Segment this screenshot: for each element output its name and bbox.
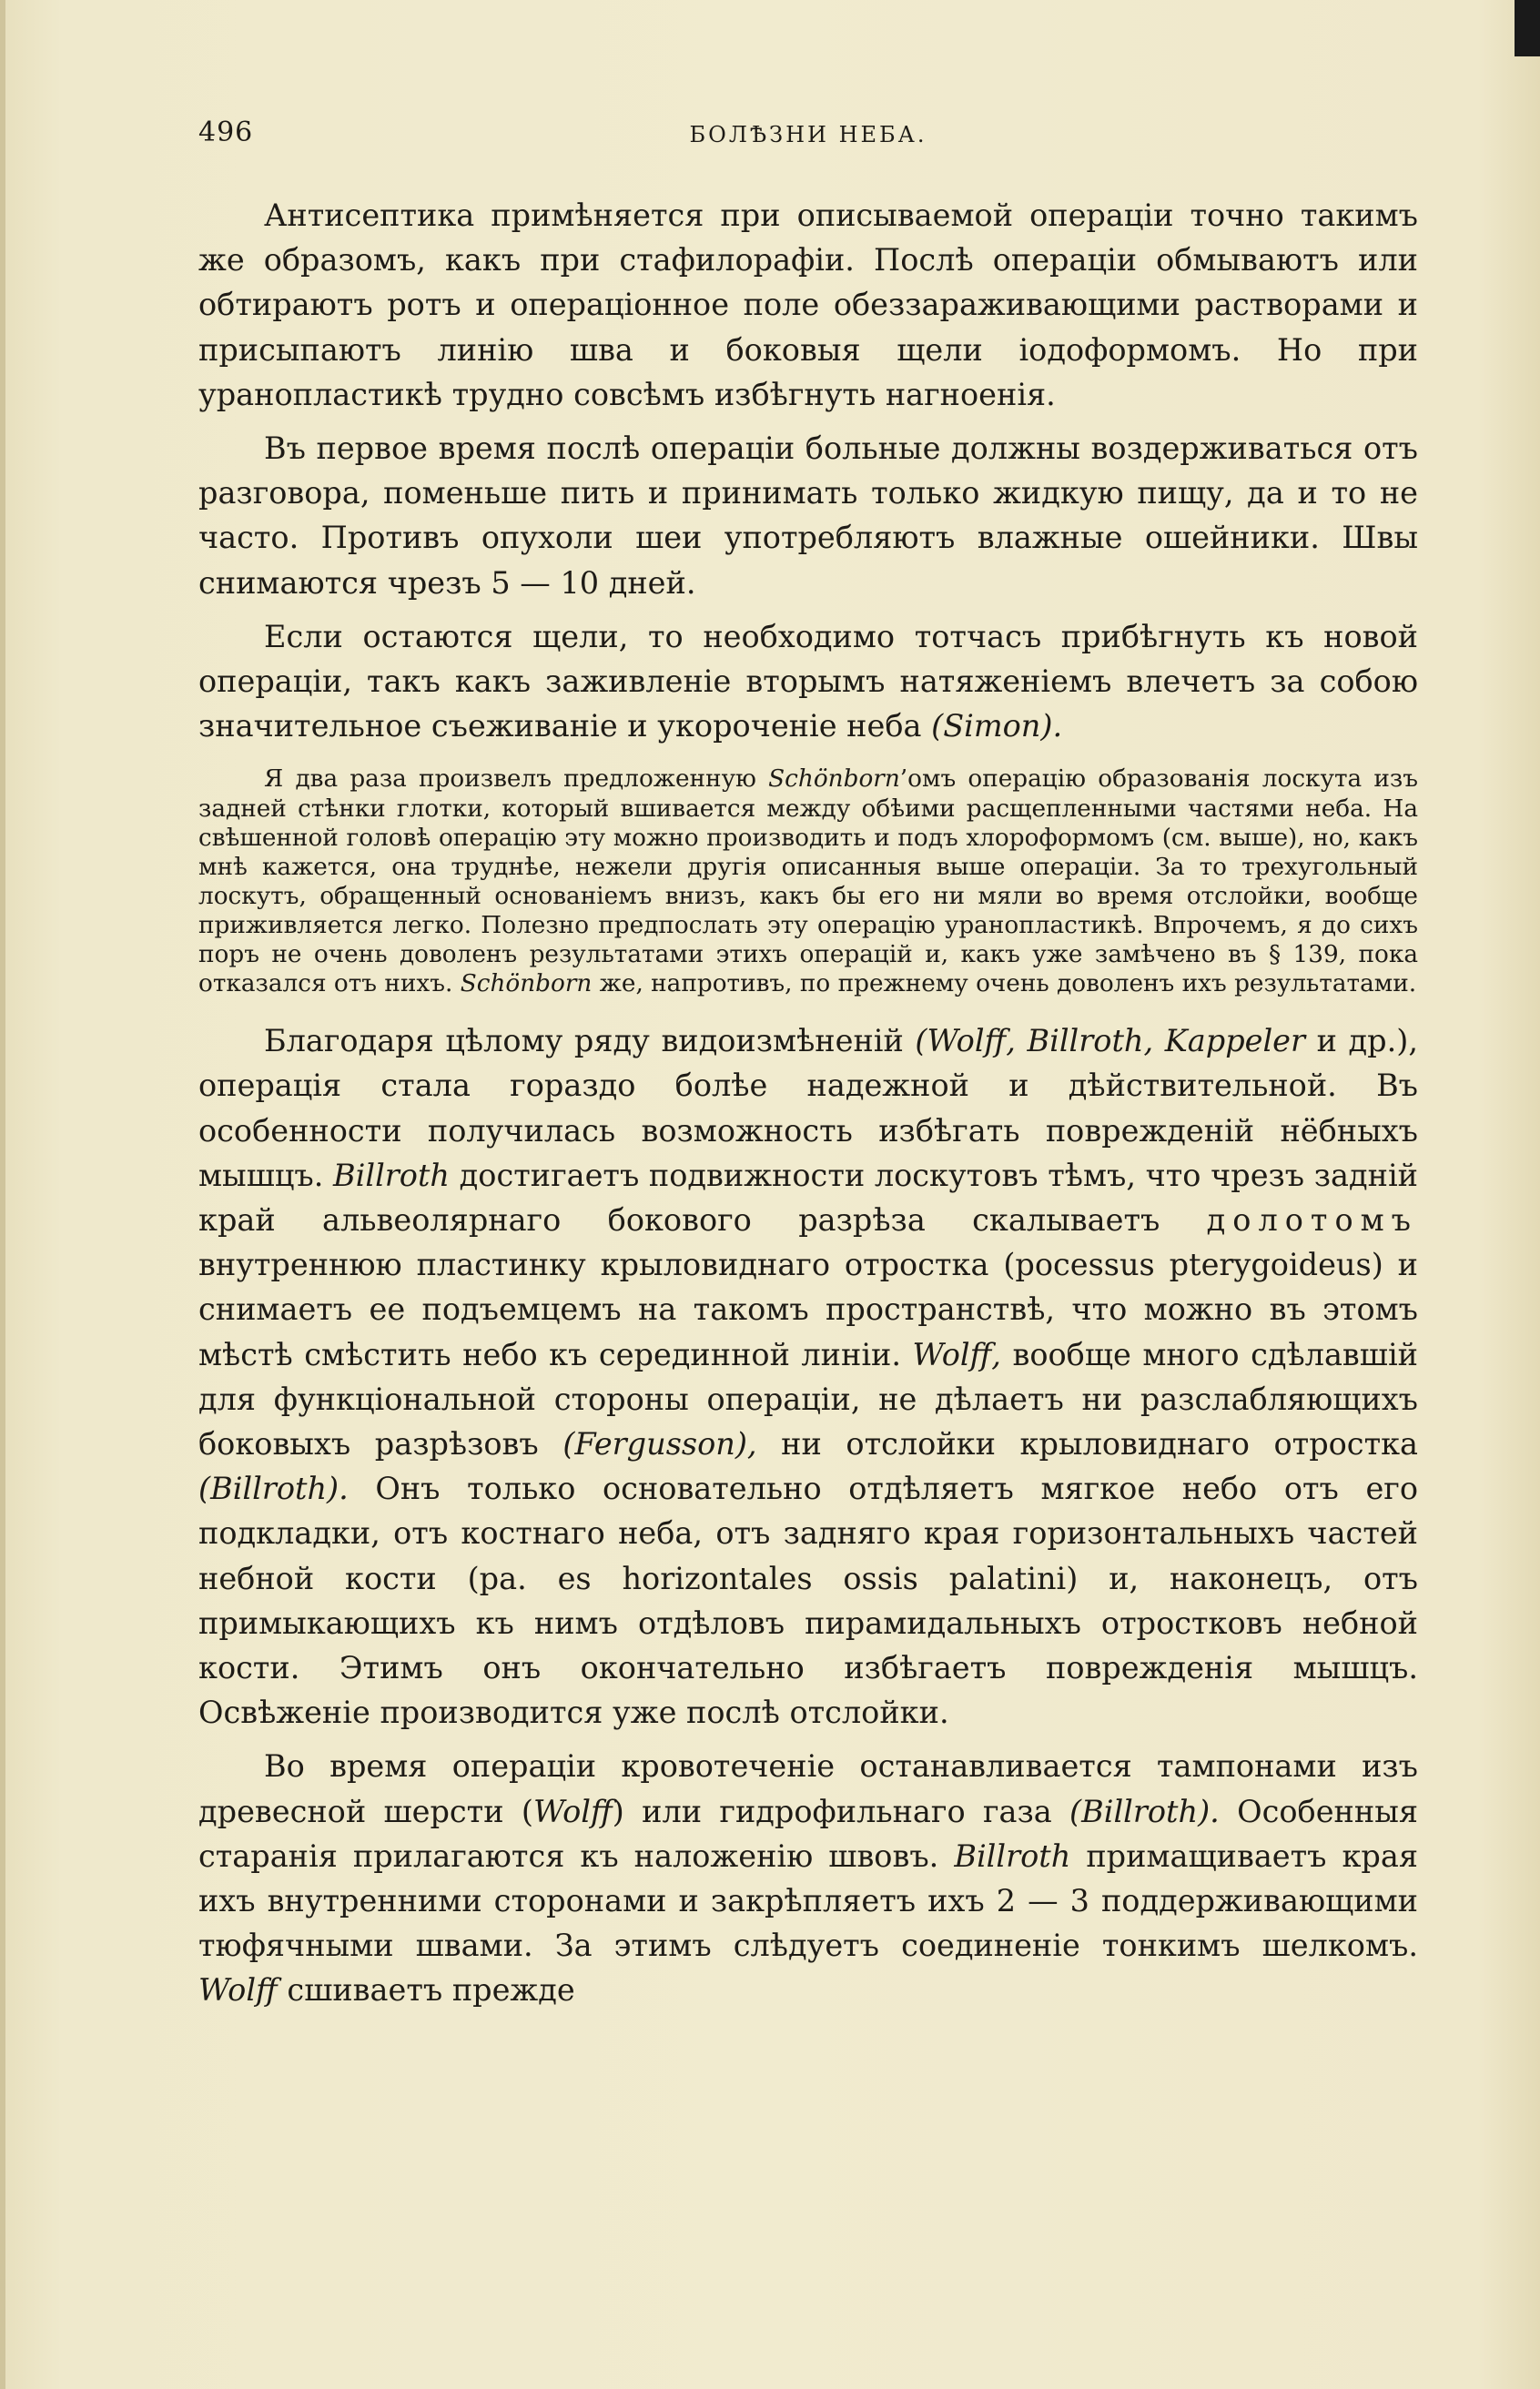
- italic-name: (Fergusson),: [562, 1426, 757, 1463]
- text-run: Благодаря цѣлому ряду видоизмѣненій: [264, 1023, 916, 1059]
- italic-name: Billroth: [333, 1157, 451, 1193]
- text-run: достигаетъ подвижности лоскутовъ тѣмъ, что чрезъ задній край альвеолярнаго бокового разрѣза скалываетъ: [198, 1157, 1419, 1238]
- running-title: БОЛѢЗНИ НЕБА.: [689, 122, 927, 147]
- page-header: [198, 116, 1418, 157]
- page-number: 496: [198, 116, 254, 148]
- italic-name: Schönborn: [768, 765, 900, 794]
- italic-name: Wolff: [532, 1793, 613, 1829]
- italic-name: Wolff: [198, 1972, 278, 2009]
- text-run: Я два раза произвелъ предложенную: [264, 765, 769, 794]
- italic-name: Schönborn: [460, 970, 593, 998]
- italic-name: Billroth: [954, 1837, 1071, 1874]
- text-run: примащиваетъ края ихъ внутренними сторонами и закрѣпляетъ ихъ 2 — 3 поддерживающими тюфячными швами. За этимъ слѣдуетъ соединеніе тонкимъ шелкомъ.: [198, 1837, 1418, 1964]
- spaced-emphasis: долотомъ: [1206, 1202, 1418, 1238]
- body-paragraph: [198, 426, 1418, 605]
- text-run: же, напротивъ, по прежнему очень доволенъ ихъ результатами.: [592, 970, 1417, 998]
- scan-corner-mark: [1515, 0, 1540, 56]
- text-run: ’омъ операцію образованія лоскута изъ задней стѣнки глотки, который вшивается между обѣими расщепленными частями неба. На свѣшенной головѣ операцію эту можно производить и подъ хлороформомъ (см. выше), но, какъ мнѣ кажется, она труднѣе, нежели другія описанныя выше операціи. За то трехугольный лоскутъ, обращенный основаніемъ внизъ, какъ бы его ни мяли во время отслойки, вообще приживляется легко. Полезно предпослать эту операцію уранопластикѣ. Впрочемъ, я до сихъ поръ не очень доволенъ результатами этихъ операцій и, какъ уже замѣчено въ § 139, пока отказался отъ нихъ.: [198, 765, 1418, 998]
- body-paragraph: [198, 614, 1418, 749]
- text-run: Въ первое время послѣ операціи больные должны воздерживаться отъ разговора, поменьше пить и принимать только жидкую пищу, да и то не часто. Противъ опухоли шеи употребляютъ влажные ошейники. Швы снимаются чрезъ 5 — 10 дней.: [198, 430, 1418, 601]
- body-text: [198, 193, 1418, 2013]
- text-run: и др.), операція стала гораздо болѣе надежной и дѣйствительной. Въ особенности получилась возможность избѣгать поврежденій нёбныхъ мышцъ.: [198, 1023, 1418, 1193]
- italic-name: Wolff,: [912, 1336, 1001, 1372]
- italic-name: (Billroth).: [1069, 1793, 1220, 1829]
- text-run: Антисептика примѣняется при описываемой операціи точно такимъ же образомъ, какъ при стафилорафіи. Послѣ операціи обмываютъ или обтираютъ ротъ и операціонное поле обеззараживающими растворами и присыпаютъ линію шва и боковыя щели іодоформомъ. Но при уранопластикѣ трудно совсѣмъ избѣгнуть нагноенія.: [198, 197, 1418, 412]
- footnote-paragraph: [198, 764, 1418, 998]
- text-run: ни отслойки крыловиднаго отростка: [756, 1426, 1419, 1463]
- text-run: Онъ только основательно отдѣляетъ мягкое небо отъ его подкладки, отъ костнаго неба, отъ задняго края горизонтальныхъ частей небной кости (pa. es horizontales ossis palatini) и, наконецъ, отъ примыкающихъ къ нимъ отдѣловъ пирамидальныхъ отростковъ небной кости. Этимъ онъ окончательно избѣгаетъ поврежденія мышцъ. Освѣженіе производится уже послѣ отслойки.: [198, 1471, 1418, 1731]
- italic-name: (Billroth).: [198, 1471, 349, 1507]
- italic-name: (Wolff, Billroth, Kappeler: [915, 1023, 1306, 1059]
- body-paragraph: [198, 1744, 1418, 2012]
- text-run: вообще много сдѣлавшій для функціональной стороны операціи, не дѣлаетъ ни разслабляющихъ боковыхъ разрѣзовъ: [198, 1336, 1418, 1463]
- text-run: Если остаются щели, то необходимо тотчасъ прибѣгнуть къ новой операціи, такъ какъ заживленіе вторымъ натяженіемъ влечетъ за собою значительное съеживаніе и укороченіе неба: [198, 618, 1418, 744]
- text-run: ) или гидрофильнаго газа: [612, 1793, 1070, 1829]
- body-paragraph: [198, 1018, 1418, 1735]
- page-edge: [0, 0, 5, 2389]
- text-run: Во время операціи кровотеченіе останавливается тампонами изъ древесной шерсти (: [198, 1748, 1418, 1829]
- text-run: Особенныя старанія прилагаются къ наложенію швовъ.: [198, 1793, 1419, 1874]
- body-paragraph: [198, 193, 1418, 417]
- italic-name: (Simon).: [931, 708, 1063, 744]
- text-run: сшиваетъ прежде: [277, 1972, 575, 2009]
- text-run: внутреннюю пластинку крыловиднаго отростка (pocessus pterygoideus) и снимаетъ ее подъемцемъ на такомъ пространствѣ, что можно въ этомъ мѣстѣ смѣстить небо къ серединной линіи.: [198, 1247, 1418, 1372]
